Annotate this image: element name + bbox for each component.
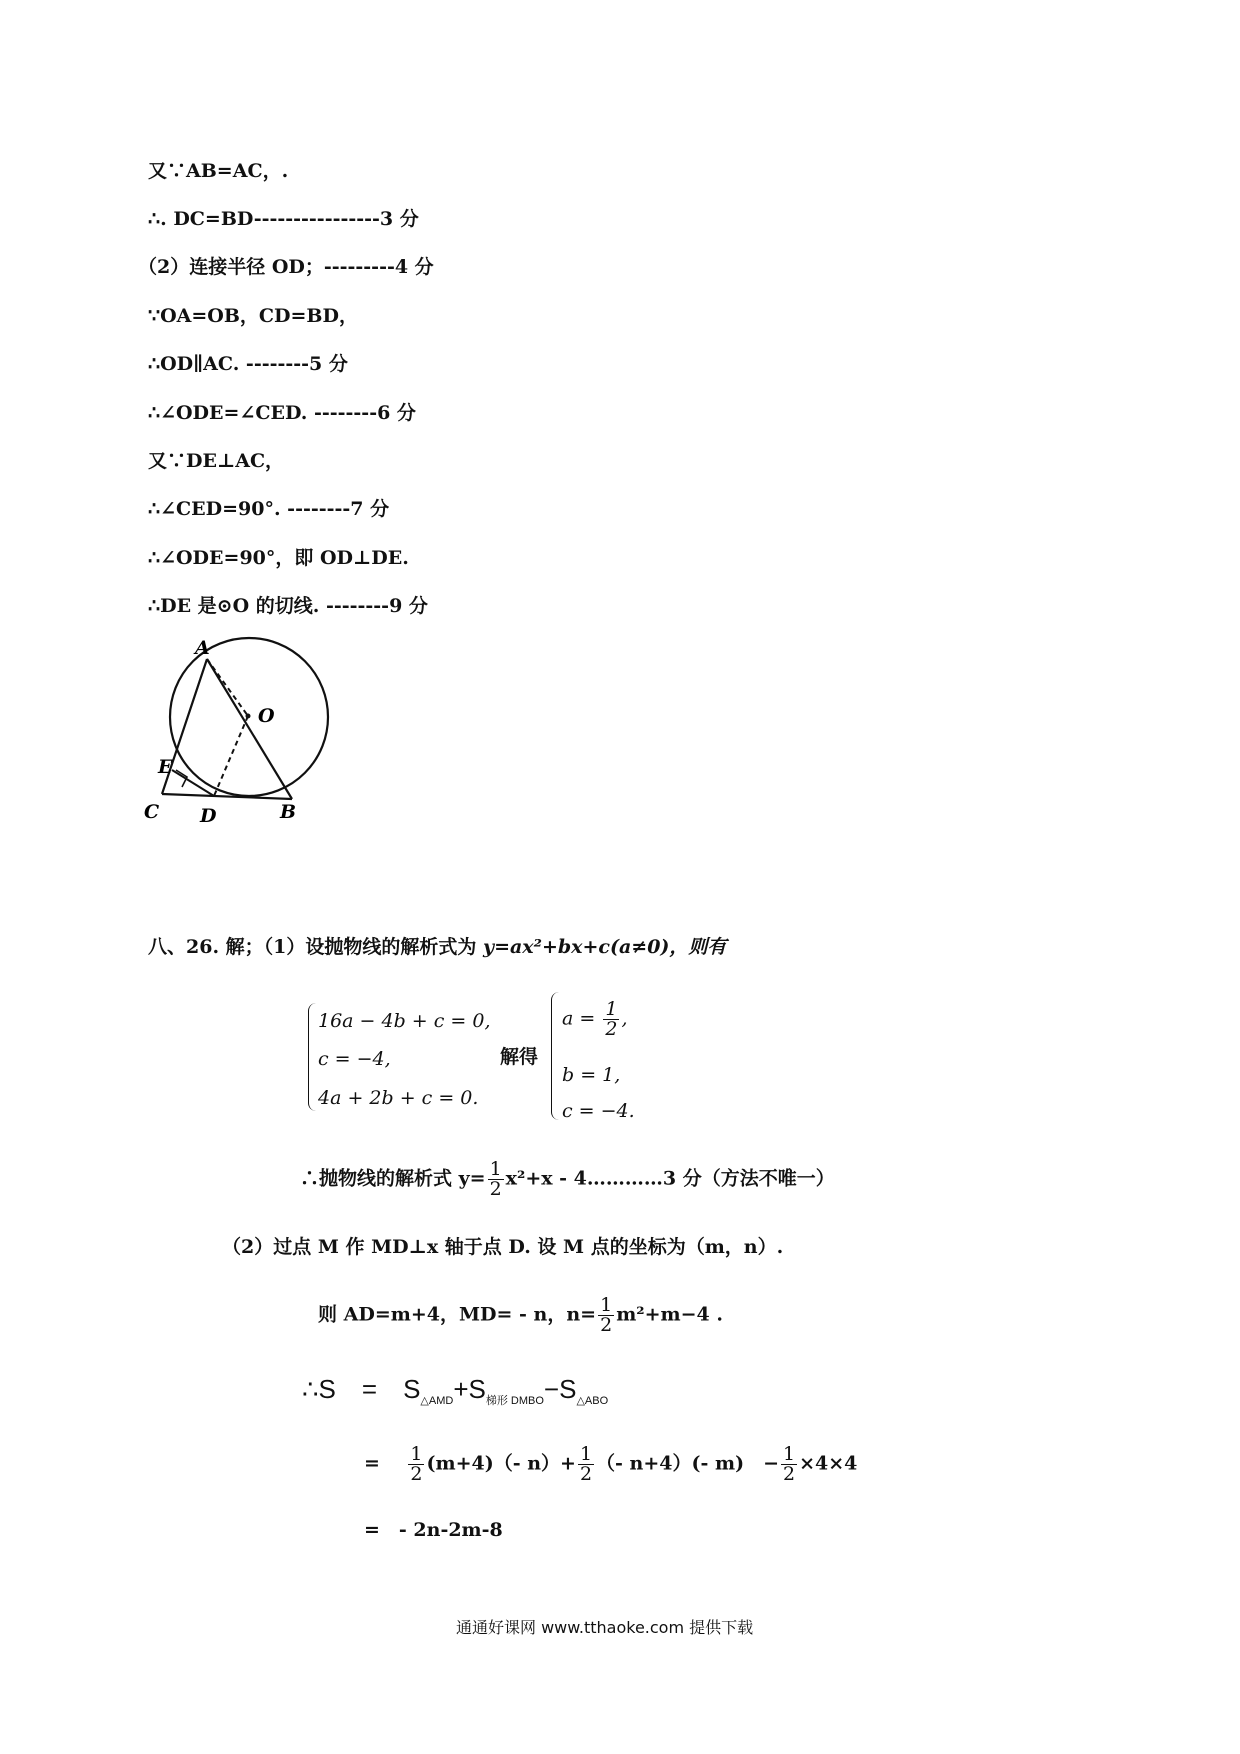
solution-a: a = $\frac{1}{2}$ , <box>562 998 628 1040</box>
area-expansion-line: = $\frac{1}{2}$ (m+4)（- n）+ $\frac{1}{2}$ （- n+4）(- m) − $\frac{1}{2}$ ×4×4 <box>364 1443 858 1485</box>
label-o: O <box>258 705 275 727</box>
system-eq-1: 16a − 4b + c = 0, <box>318 1010 491 1032</box>
solution-b: b = 1, <box>562 1064 621 1086</box>
part-2-intro: （2）过点 M 作 MD⊥x 轴于点 D. 设 M 点的坐标为（m，n）. <box>222 1236 784 1258</box>
label-c: C <box>144 801 160 823</box>
problem-26-heading-formula: y=ax²+bx+c(a≠0)，则有 <box>483 936 727 958</box>
solve-word: 解得 <box>500 1046 539 1068</box>
proof-line-7: 又∵DE⊥AC， <box>148 450 285 472</box>
proof-line-5: ∴OD∥AC. --------5 分 <box>148 353 348 375</box>
area-final-line: = - 2n-2m-8 <box>364 1519 503 1541</box>
solution-c: c = −4. <box>562 1100 635 1122</box>
circle-tangent-figure <box>140 636 340 826</box>
segment-cb <box>162 794 292 799</box>
proof-line-2: ∴. DC=BD----------------3 分 <box>148 208 419 230</box>
center-dot <box>246 714 251 719</box>
label-d: D <box>200 805 217 826</box>
area-s-line: ∴S = $S_{\triangle AMD}+S_{梯形 DMBO}-S_{\triangle ABO}$ <box>302 1374 609 1407</box>
proof-line-9: ∴∠ODE=90°，即 OD⊥DE. <box>148 547 409 569</box>
problem-26-heading-text: 八、26. 解；（1）设抛物线的解析式为 <box>148 936 477 958</box>
proof-line-10: ∴DE 是⊙O 的切线. --------9 分 <box>148 595 428 617</box>
proof-line-3: （2）连接半径 OD；---------4 分 <box>138 256 434 278</box>
segment-ao-dashed <box>207 659 248 716</box>
then-line: 则 AD=m+4，MD= - n，n= $\frac{1}{2}$ m²+m−4 . <box>318 1294 724 1336</box>
problem-26-heading <box>148 938 726 957</box>
label-a: A <box>195 637 210 659</box>
proof-line-4: ∵OA=OB，CD=BD， <box>148 305 358 327</box>
proof-line-1: 又∵AB=AC，. <box>148 160 289 182</box>
parabola-result: ∴抛物线的解析式 y= $\frac{1}{2}$ x²+x - 4…………3 分（方法不唯一） <box>300 1158 835 1200</box>
segment-od-dashed <box>214 716 248 796</box>
proof-line-8: ∴∠CED=90°. --------7 分 <box>148 498 390 520</box>
expansion-fraction-3: $\frac{1}{2}$ <box>783 1443 796 1485</box>
then-fraction: $\frac{1}{2}$ <box>600 1294 613 1336</box>
solution-a-fraction: $\frac{1}{2}$ <box>605 998 618 1040</box>
proof-line-6: ∴∠ODE=∠CED. --------6 分 <box>148 402 416 424</box>
system-eq-2: c = −4, <box>318 1048 391 1070</box>
expansion-fraction-1: $\frac{1}{2}$ <box>410 1443 423 1485</box>
expansion-fraction-2: $\frac{1}{2}$ <box>579 1443 593 1485</box>
segment-ab <box>207 659 292 799</box>
system-eq-3: 4a + 2b + c = 0. <box>318 1087 479 1109</box>
label-e: E <box>158 756 173 778</box>
label-b: B <box>280 801 297 823</box>
left-system-brace <box>308 1003 317 1111</box>
footer-source: 通通好课网 www.tthaoke.com 提供下载 <box>456 1618 754 1637</box>
result-fraction: $\frac{1}{2}$ <box>489 1158 502 1200</box>
right-system-brace <box>551 992 560 1120</box>
